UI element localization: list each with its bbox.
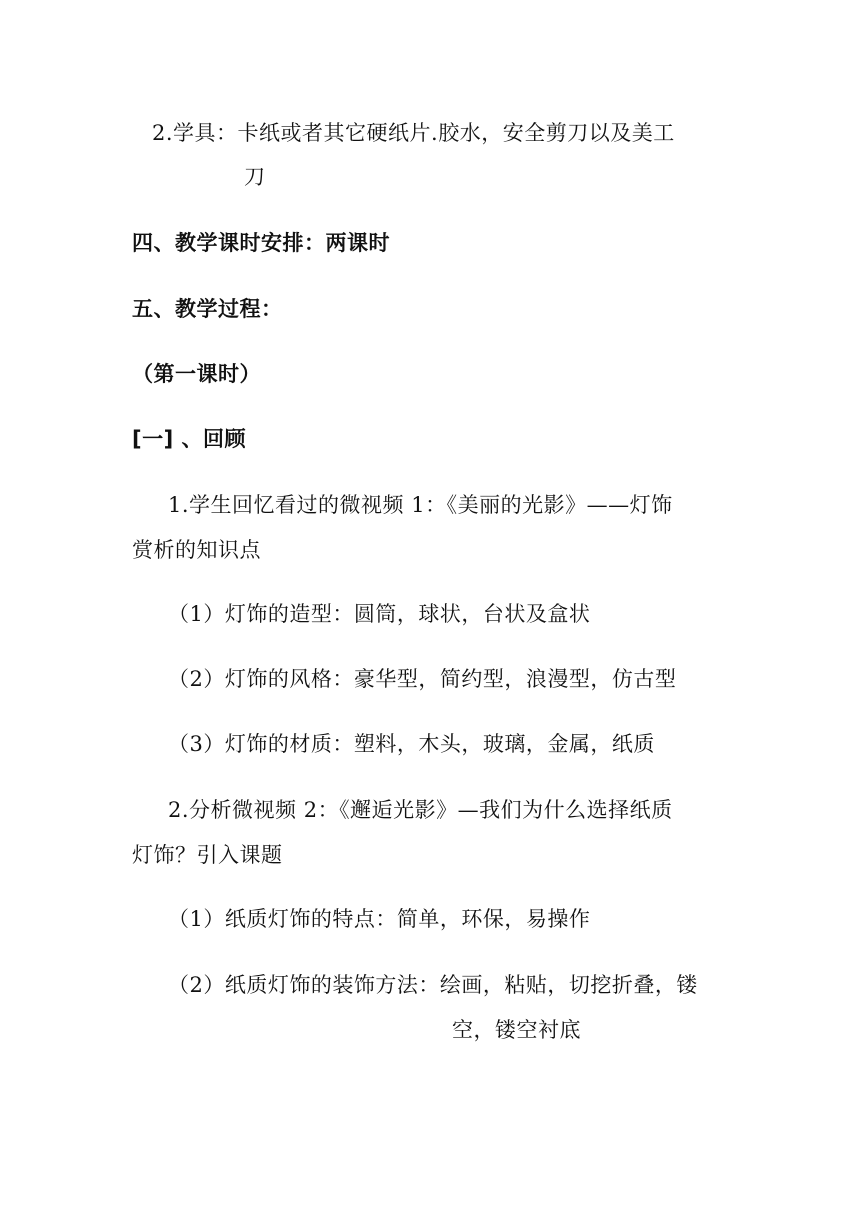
paper-lamp-decor-item: （2）纸质灯饰的装饰方法：绘画，粘贴，切挖折叠，镂 <box>168 973 698 997</box>
review-heading: [一] 、回顾 <box>132 427 247 451</box>
review-point-1: 1.学生回忆看过的微视频 1：《美丽的光影》——灯饰 <box>168 493 673 517</box>
lamp-style-item: （2）灯饰的风格：豪华型，简约型，浪漫型，仿古型 <box>168 667 677 691</box>
lamp-shape-item: （1）灯饰的造型：圆筒，球状，台状及盒状 <box>168 602 591 626</box>
review-point-2-cont: 灯饰？引入课题 <box>132 843 283 867</box>
review-point-2: 2.分析微视频 2：《邂逅光影》—我们为什么选择纸质 <box>168 798 673 822</box>
lamp-material-item: （3）灯饰的材质：塑料，木头，玻璃，金属，纸质 <box>168 732 655 756</box>
heading-schedule: 四、教学课时安排：两课时 <box>132 231 390 255</box>
heading-process: 五、教学过程： <box>132 297 283 321</box>
review-point-1-cont: 赏析的知识点 <box>132 538 261 562</box>
paper-lamp-decor-item-cont: 空，镂空衬底 <box>452 1018 581 1042</box>
session-label: （第一课时） <box>132 362 261 386</box>
tools-line: 2.学具：卡纸或者其它硬纸片.胶水，安全剪刀以及美工 <box>152 121 675 145</box>
paper-lamp-feature-item: （1）纸质灯饰的特点：简单，环保，易操作 <box>168 907 591 931</box>
tools-line-cont: 刀 <box>244 165 266 189</box>
